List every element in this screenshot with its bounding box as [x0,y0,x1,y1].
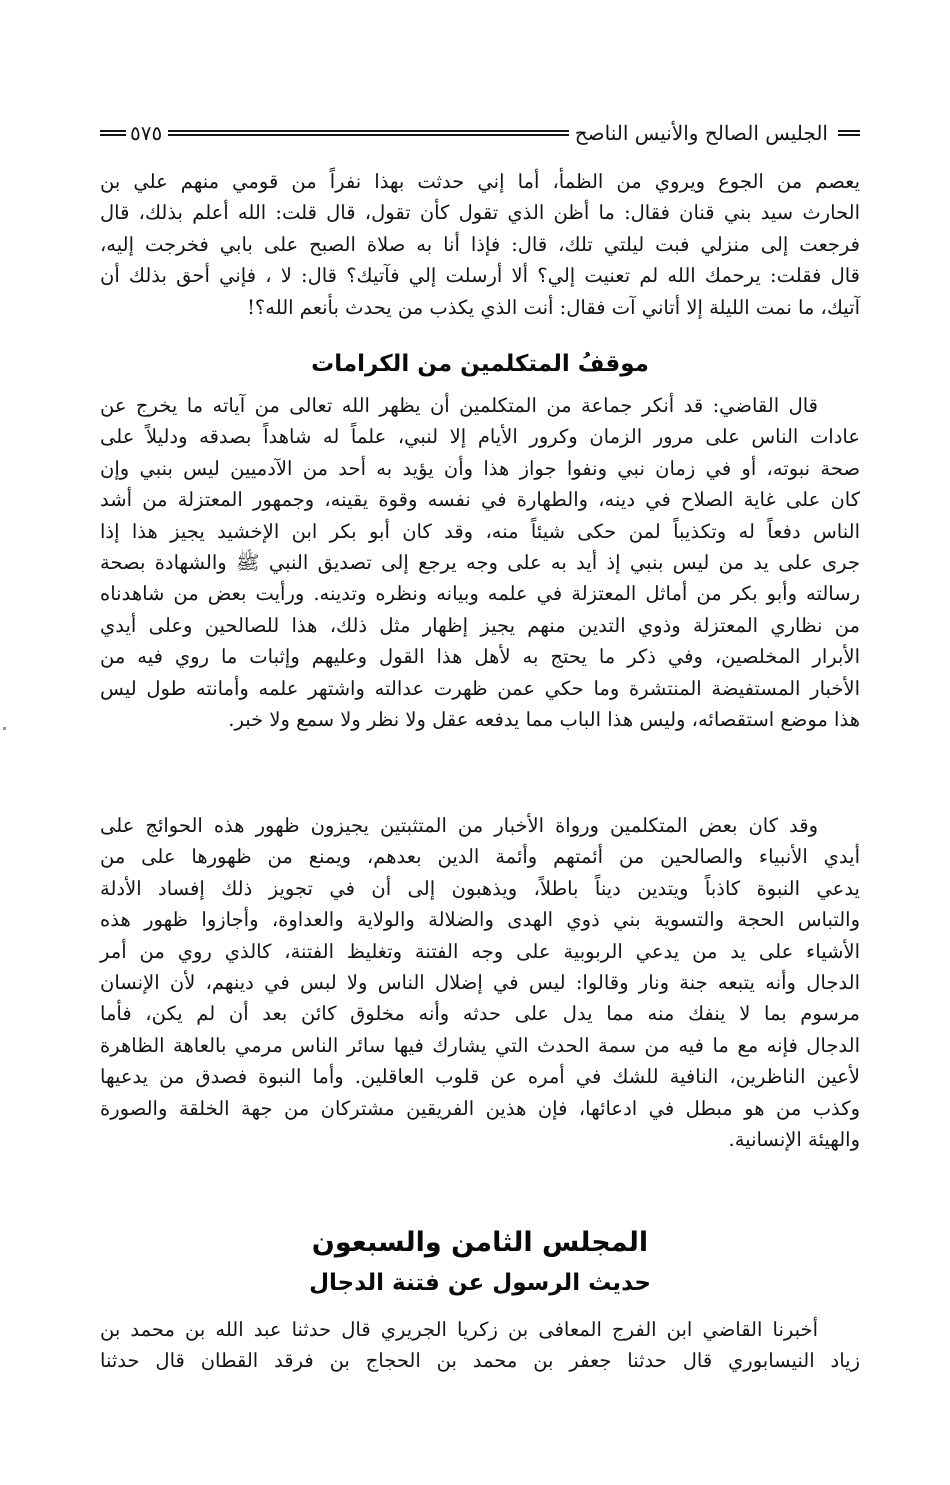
text-line: عادات الناس على مرور الزمان وكرور الأيام إلا لنبي، علماً له شاهداً بصدقه ودليلاً على [100,425,860,449]
text-line: فرجعت إلى منزلي فبت ليلتي تلك، قال: فإذا أنا به صلاة الصبح على بابي فخرجت إليه، [100,232,860,256]
chapter-subtitle: حديث الرسول عن فتنة الدجال [309,1270,651,1296]
running-title: الجليس الصالح والأنيس الناصح [574,121,828,145]
paragraph-theologians [100,390,860,735]
text-line: وكذب من هو مبطل في ادعائها، فإن هذين الفريقين مشتركان من جهة الخلقة والصورة [100,1096,860,1120]
text-line: الدجال وأنه يتبعه جنة ونار وقالوا: ليس في إضلال الناس ولا لبس في دينهم، لأن الإنسان [100,971,860,995]
section-heading: موقفُ المتكلمين من الكرامات [311,351,649,377]
paragraph-isnad [100,1314,860,1377]
text-line: رسالته وأبو بكر من أماثل المعتزلة في علمه وبيانه ونظره وتدينه. ورأيت بعض من شاهدناه [100,582,860,606]
text-line: قال فقلت: يرحمك الله لم تعنيت إلي؟ ألا أرسلت إلي فآتيك؟ قال: لا ، فإني أحق بذلك أن [100,264,860,288]
text-line: الحارث سيد بني قنان فقال: ما أظن الذي تقول كأن تقول، قال قلت: الله أعلم بذلك، قال [100,201,860,225]
header-rule-left [100,130,126,136]
paragraph-narrators [100,810,860,1155]
header-rule-right [838,130,860,136]
text-line: مرسوم بما لا ينفك منه مما يدل على حدثه وأنه مخلوق كائن بعد أن لم يكن، فأما [100,1002,860,1026]
text-line: أيدي الأنبياء والصالحين من أئمتهم وأئمة الدين بعدهم، ويمنع من ظهورها على من [100,845,860,869]
text-line: يعصم من الجوع ويروي من الظمأ، أما إني حدثت بهذا نفراً من قومي منهم علي بن [100,170,860,193]
text-line: كان على غاية الصلاح في دينه، والطهارة في نفسه وقوة يقينه، وجمهور المعتزلة من أشد [100,488,860,512]
page-number: ٥٧٥ [130,121,163,145]
text-line: الدجال فإنه مع ما فيه من سمة الحدث التي يشارك فيها سائر الناس مرمي بالعاهة الظاهرة [100,1033,860,1057]
text-line: من نظاري المعتزلة وذوي التدين منهم يجيز إظهار مثل ذلك، هذا للصالحين وعلى أيدي [100,613,860,637]
header-rule-middle [168,130,568,136]
text-line: الأشياء على يد من يدعي الربوبية على وجه الفتنة وتغليظ الفتنة، كالذي روي من أمر [100,939,860,963]
text-line: زياد النيسابوري قال حدثنا جعفر بن محمد بن الحجاج بن فرقد القطان قال حدثنا [100,1349,860,1373]
text-line: آتيك، ما نمت الليلة إلا أتاني آت فقال: أنت الذي يكذب من يحدث بأنعم الله؟! [247,295,860,319]
text-line: والهيئة الإنسانية. [728,1128,860,1152]
text-line: أخبرنا القاضي ابن الفرج المعافى بن زكريا الجريري قال حدثنا عبد الله بن محمد بن [100,1318,818,1341]
text-line: وقد كان بعض المتكلمين ورواة الأخبار من المتثبتين يجيزون ظهور هذه الحوائج على [100,814,818,837]
text-line: الأخبار المستفيضة المنتشرة وما حكي عمن ظهرت عدالته واشتهر علمه وأمانته طول ليس [100,676,860,700]
text-line: والتباس الحجة والتسوية بني ذوي الهدى والضلالة والولاية والعداوة، وأجازوا ظهور هذه [100,908,860,932]
text-line: جرى على يد من ليس بنبي إذ أيد به على وجه يرجع إلى تصديق النبي ﷺ والشهادة بصحة [100,551,860,575]
chapter-title: المجلس الثامن والسبعون [311,1227,649,1258]
text-line: الأبرار المخلصين، وفي ذكر ما يحتج به لأهل هذا القول وعليهم وإثبات ما روي فيه من [100,645,860,669]
text-line: هذا موضع استقصائه، وليس هذا الباب مما يدفعه عقل ولا نظر ولا سمع ولا خبر. [228,708,860,732]
text-line: صحة نبوته، أو في زمان نبي ونفوا جواز هذا وأن يؤيد به أحد من الآدميين ليس بنبي وإن [100,456,860,480]
opening-paragraph [100,166,860,323]
page-header [100,116,860,150]
text-line: لأعين الناظرين، النافية للشك في أمره عن قلوب العاقلين. وأما النبوة فصدق من يدعيها [100,1065,860,1089]
margin-mark [3,727,6,730]
text-line: يدعي النبوة كاذباً ويتدين ديناً باطلاً، ويذهبون إلى أن في تجويز ذلك إفساد الأدلة [100,876,860,900]
text-line: الناس دفعاً له وتكذيباً لمن حكى شيئاً منه، وقد كان أبو بكر ابن الإخشيد يجيز هذا إذا [100,519,860,543]
text-line: قال القاضي: قد أنكر جماعة من المتكلمين أن يظهر الله تعالى من آياته ما يخرج عن [100,394,818,417]
